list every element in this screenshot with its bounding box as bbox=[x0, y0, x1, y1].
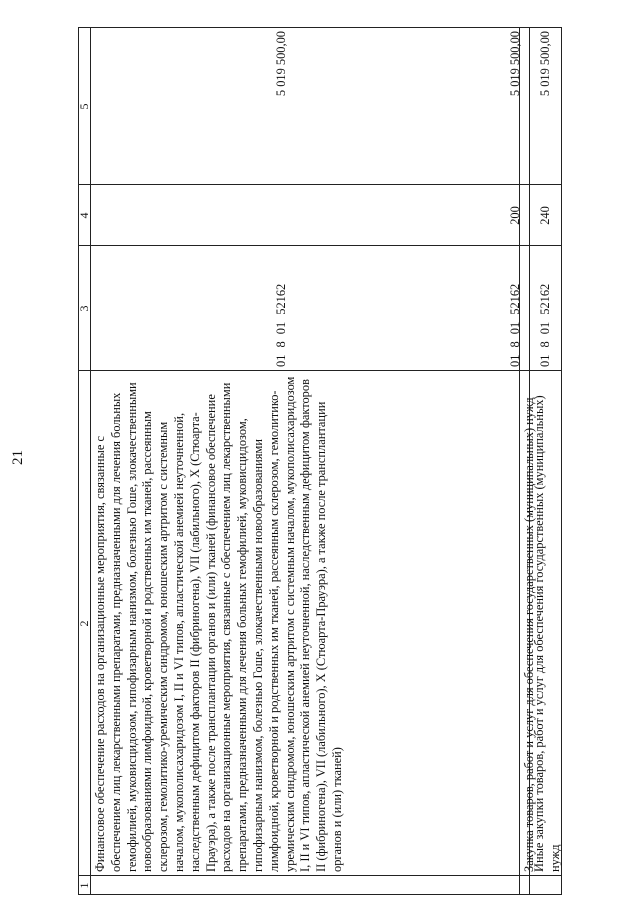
column-header-4: 4 bbox=[77, 212, 91, 219]
table-row-2-amount: 5 019 500,00 bbox=[508, 31, 522, 97]
table-row-3-name: Иные закупки товаров, работ и услуг для обеспечения государственных (муниципальных) нужд bbox=[532, 395, 562, 872]
table-row-2-name: Закупка товаров, работ и услуг для обеспечения государственных (муниципальных) нужд bbox=[522, 397, 536, 872]
column-header-1: 1 bbox=[77, 882, 91, 889]
page-number: 21 bbox=[10, 450, 26, 465]
table-border-left bbox=[78, 894, 562, 895]
table-border-right bbox=[78, 27, 562, 28]
column-header-3: 3 bbox=[77, 305, 91, 312]
table-row-1-amount: 5 019 500,00 bbox=[274, 31, 288, 97]
col-divider-3-4 bbox=[78, 245, 562, 246]
col-divider-2-3 bbox=[78, 370, 562, 371]
table-row-1-name: Финансовое обеспечение расходов на организационные мероприятия, связанные с обеспечением лиц лекарственными препаратами, предназначенными для лечения больных гемофилией, муковисцидозом, гипофизарным нанизмом, болезнью Гоше, злокачественными новообразованиями лимфоидной, кроветворной и родственных им тканей, рассеянным склерозом, гемолитико-уремическим синдромом, юношеским артритом с системным началом, мукополисахаридозом I, II и VI типов, апластической анемией неуточненной, наследственным дефицитом факторов II (фибриногена), VII (лабильного), X (Стюарта-Прауэра), а также после трансплантации органов и (или) тканей (финансовое обеспечение расходов на организационные мероприятия, связанные с обеспечением лиц лекарственными препаратами, предназначенными для лечения больных гемофилией, муковисцидозом, гипофизарным нанизмом, болезнью Гоше, злокачественными новообразованиями лимфоидной, кроветворной и родственных им тканей, рассеянным склерозом, гемолитико-уремическим синдромом, юношеским артритом с системным началом, мукополисахаридозом I, II и VI типов, апластической анемией неуточненной, наследственным дефицитом факторов II (фибриногена), VII (лабильного), X (Стюарта-Прауэра), а также после трансплантации органов и (или) тканей) bbox=[93, 376, 344, 872]
table-row-2-code: 01 8 01 52162 bbox=[508, 283, 522, 367]
table-row-3-code: 01 8 01 52162 bbox=[538, 283, 552, 367]
col-divider-1-2 bbox=[78, 875, 562, 876]
column-header-2: 2 bbox=[77, 620, 91, 627]
col-divider-4-5 bbox=[78, 184, 562, 185]
table-row-2-vr: 200 bbox=[508, 206, 522, 225]
table-row-3-vr: 240 bbox=[538, 206, 552, 225]
column-header-5: 5 bbox=[77, 103, 91, 110]
table-row-3-amount: 5 019 500,00 bbox=[538, 31, 552, 97]
table-row-1-code: 01 8 01 52162 bbox=[274, 283, 288, 367]
